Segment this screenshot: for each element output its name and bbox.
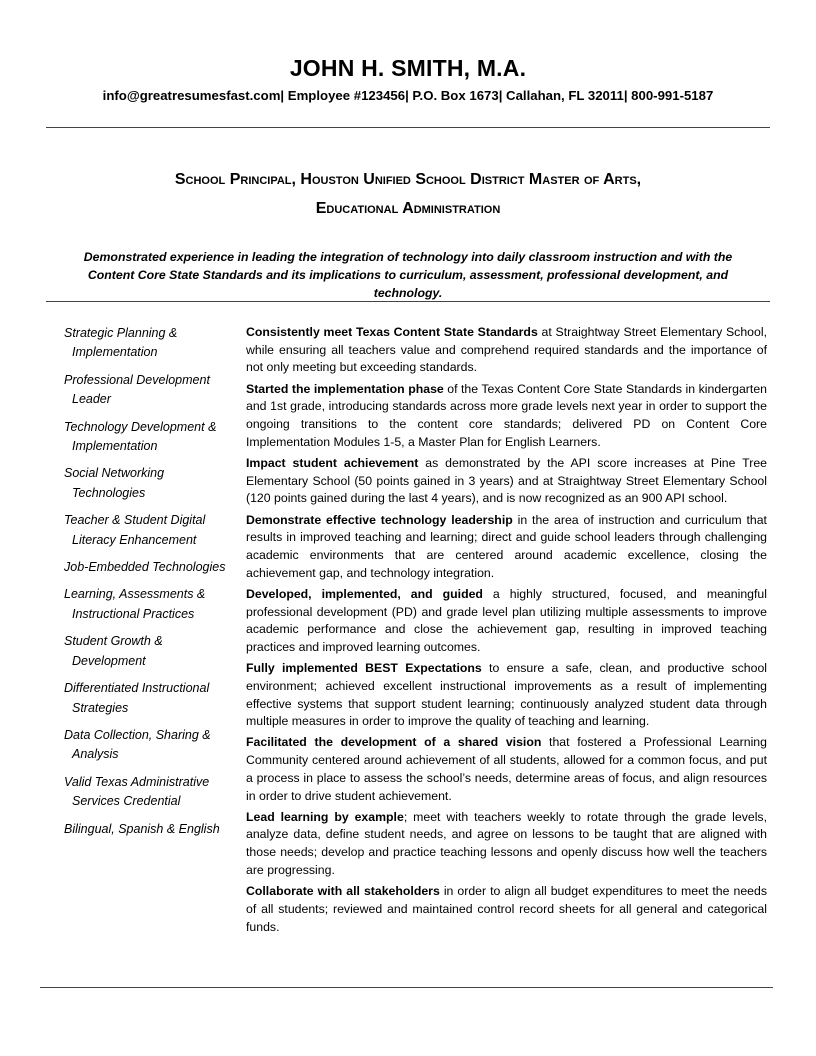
achievement-lead: Impact student achievement (246, 455, 419, 470)
achievement-text: of the Texas Content Core State Standards in kindergarten and 1st grade, introducing standards across more grade levels next year in order to support the ongoing transitions to the content core standards; delivered PD on Content Core Implementation Modules 1-5, a Master Plan for English Learners. (246, 381, 767, 449)
skill-item: Valid Texas Administrative Services Credential (64, 774, 210, 809)
skill-item: Data Collection, Sharing & Analysis (64, 727, 211, 762)
skill-item: Strategic Planning & Implementation (64, 326, 178, 360)
achievement-item (246, 660, 767, 731)
skills-list (64, 324, 236, 847)
position-title (60, 165, 756, 223)
title-line-1: School Principal, Houston Unified School District Master of Arts, (174, 171, 642, 188)
achievement-text: ; meet with teachers weekly to rotate through the grade levels, analyze data, define student needs, and agree on lessons to be taught that are aligned with those needs; develop and practice teaching lessons and openly discuss how well the teachers are progressing. (246, 809, 767, 877)
achievement-item (246, 455, 767, 508)
summary-statement: Demonstrated experience in leading the integration of technology into daily classroom instruction and with the Content Core State Standards and its implications to curriculum, assessment, professional development, and technology. (83, 250, 733, 300)
achievement-lead: Developed, implemented, and guided (246, 586, 483, 601)
achievement-lead: Facilitated the development of a shared vision (246, 735, 542, 750)
achievement-text: that fostered a Professional Learning Community centered around achievement of all students, allowed for a common focus, and put a process in place to assess the school’s needs, determine areas of focus, and align resources in order to drive student achievement. (246, 735, 767, 803)
achievement-text: in order to align all budget expenditures to meet the needs of all students; reviewed and maintained control record sheets for all general and categorical funds. (246, 884, 767, 934)
summary-divider (46, 301, 770, 302)
achievement-lead: Consistently meet Texas Content State Standards (246, 325, 538, 339)
skill-item: Technology Development & Implementation (64, 419, 217, 454)
top-divider (46, 127, 770, 128)
achievement-item (246, 586, 767, 657)
bottom-divider (40, 987, 773, 988)
skill-item: Learning, Assessments & Instructional Practices (64, 587, 206, 621)
achievement-text: as demonstrated by the API score increases at Pine Tree Elementary School (50 points gained in 3 years) and at Straightway Street Elementary School (120 points gained during the last 4 years), and is now recognized as an 900 API school. (246, 455, 767, 506)
achievement-item (246, 734, 767, 805)
skill-item: Teacher & Student Digital Literacy Enhancement (64, 513, 206, 547)
achievement-lead: Fully implemented BEST Expectations (246, 661, 482, 676)
skill-item: Professional Development Leader (64, 372, 210, 407)
achievement-lead: Demonstrate effective technology leadership (246, 512, 513, 527)
skill-item: Differentiated Instructional Strategies (64, 681, 210, 715)
skill-item: Bilingual, Spanish & English (64, 821, 220, 836)
achievement-item (246, 512, 767, 583)
achievement-lead: Started the implementation phase (246, 381, 444, 396)
achievement-item (246, 809, 767, 880)
achievement-text: at Straightway Street Elementary School, while ensuring all teachers value and comprehend required standards and the importance of not only meeting but exceeding standards. (246, 325, 767, 375)
achievement-item (246, 381, 767, 452)
skill-item: Student Growth & Development (64, 634, 163, 668)
candidate-name: JOHN H. SMITH, M.A. (289, 55, 527, 81)
achievement-item (246, 324, 767, 377)
title-line-2: Educational Administration (315, 200, 501, 217)
achievement-text: a highly structured, focused, and meaningful professional development (PD) and grade level plan utilizing multiple assessments to improve academic performance and close the achievement gap, resulting in improved teaching practices and improved learning outcomes. (246, 586, 767, 654)
skill-item: Job-Embedded Technologies (64, 560, 226, 575)
achievement-text: to ensure a safe, clean, and productive school environment; achieved excellent instructional improvements as a result of implementing effective systems that support student learning; continuously analyzed student data through multiple measures in order to improve the quality of teaching and learning. (246, 661, 768, 729)
achievement-lead: Lead learning by example (246, 809, 404, 824)
skill-item: Social Networking Technologies (64, 466, 165, 500)
achievements-list (246, 324, 767, 940)
achievement-item (246, 883, 767, 936)
achievement-text: in the area of instruction and curriculum that results in improved teaching and learning; direct and guide school leaders through challenging academic environments that are centered around academic excellence, closing the achievement gap, and technology integration. (246, 512, 767, 580)
achievement-lead: Collaborate with all stakeholders (246, 884, 440, 899)
contact-info: info@greatresumesfast.com| Employee #123456| P.O. Box 1673| Callahan, FL 32011| 800-991-5187 (102, 88, 714, 103)
